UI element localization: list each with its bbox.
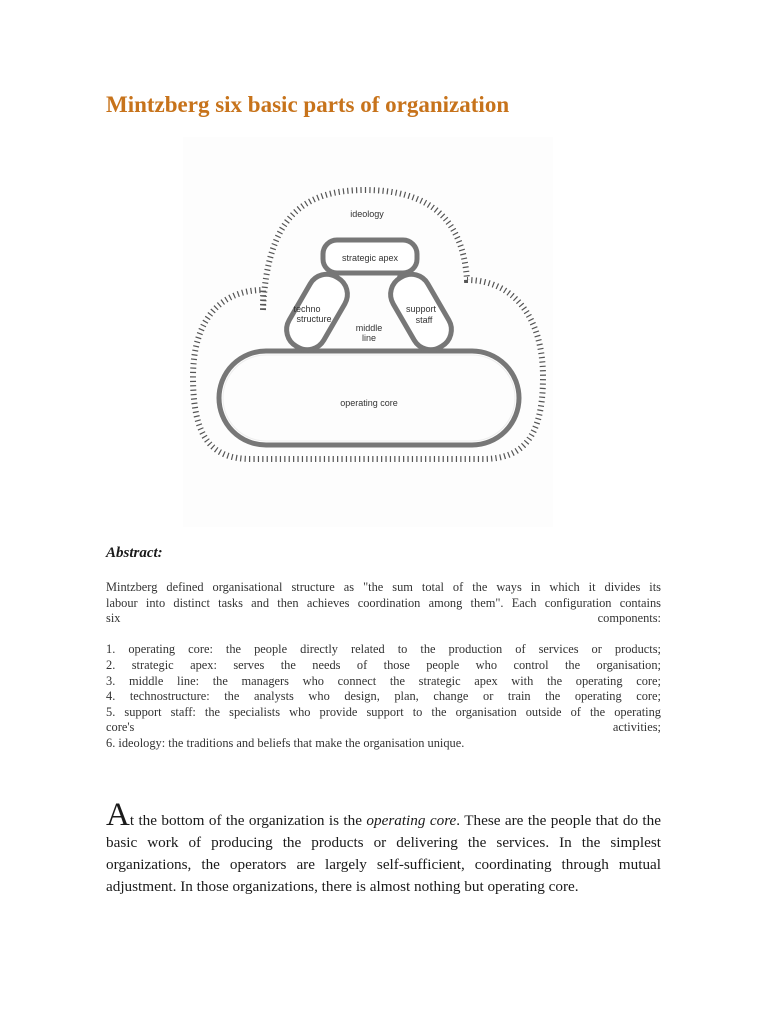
document-title: Mintzberg six basic parts of organization bbox=[106, 92, 510, 117]
abstract-item: 5. support staff: the specialists who provide support to the organisation outside of the operating bbox=[106, 704, 661, 719]
body-emphasis: operating core bbox=[366, 812, 457, 829]
abstract-item: 6. ideology: the traditions and beliefs that make the organisation unique. bbox=[106, 735, 465, 750]
mintzberg-diagram bbox=[183, 137, 553, 527]
label-techno-line2: structure bbox=[296, 314, 332, 324]
drop-cap: A bbox=[106, 797, 130, 833]
abstract-line: six components: bbox=[106, 611, 661, 626]
label-support-line1: support bbox=[405, 304, 437, 314]
abstract-item: 4. technostructure: the analysts who design, plan, change or train the operating core; bbox=[106, 689, 661, 704]
label-ideology: ideology bbox=[350, 209, 384, 219]
abstract-item: 1. operating core: the people directly related to the production of services or products; bbox=[106, 642, 661, 657]
label-techno-line1: techno bbox=[293, 304, 321, 314]
body-text-end: . These are the people that do the basic work of producing the products or delivering the services. In the simplest organizations, the operators are largely self-sufficient, coordinating through mutual adjustment. In those organizations, there is almost nothing but operating core. bbox=[106, 812, 661, 895]
abstract-body bbox=[106, 580, 661, 752]
label-operating-core: operating core bbox=[340, 398, 398, 408]
abstract-line: Mintzberg defined organisational structure as "the sum total of the ways in which it divides its bbox=[106, 580, 661, 594]
abstract-heading: Abstract: bbox=[106, 545, 163, 561]
abstract-line: labour into distinct tasks and then achieves coordination among them". Each configuration contains bbox=[106, 595, 661, 610]
body-text-start: t the bottom of the organization is the bbox=[129, 812, 367, 829]
abstract-item: core's activities; bbox=[106, 720, 661, 735]
label-middle-line1: middle bbox=[355, 323, 383, 333]
label-support-line2: staff bbox=[415, 315, 433, 325]
label-strategic-apex: strategic apex bbox=[341, 253, 399, 263]
abstract-item: 2. strategic apex: serves the needs of those people who control the organisation; bbox=[106, 657, 661, 672]
label-middle-line2: line bbox=[361, 333, 377, 343]
body-paragraph bbox=[106, 797, 661, 898]
abstract-item: 3. middle line: the managers who connect the strategic apex with the operating core; bbox=[106, 673, 661, 688]
